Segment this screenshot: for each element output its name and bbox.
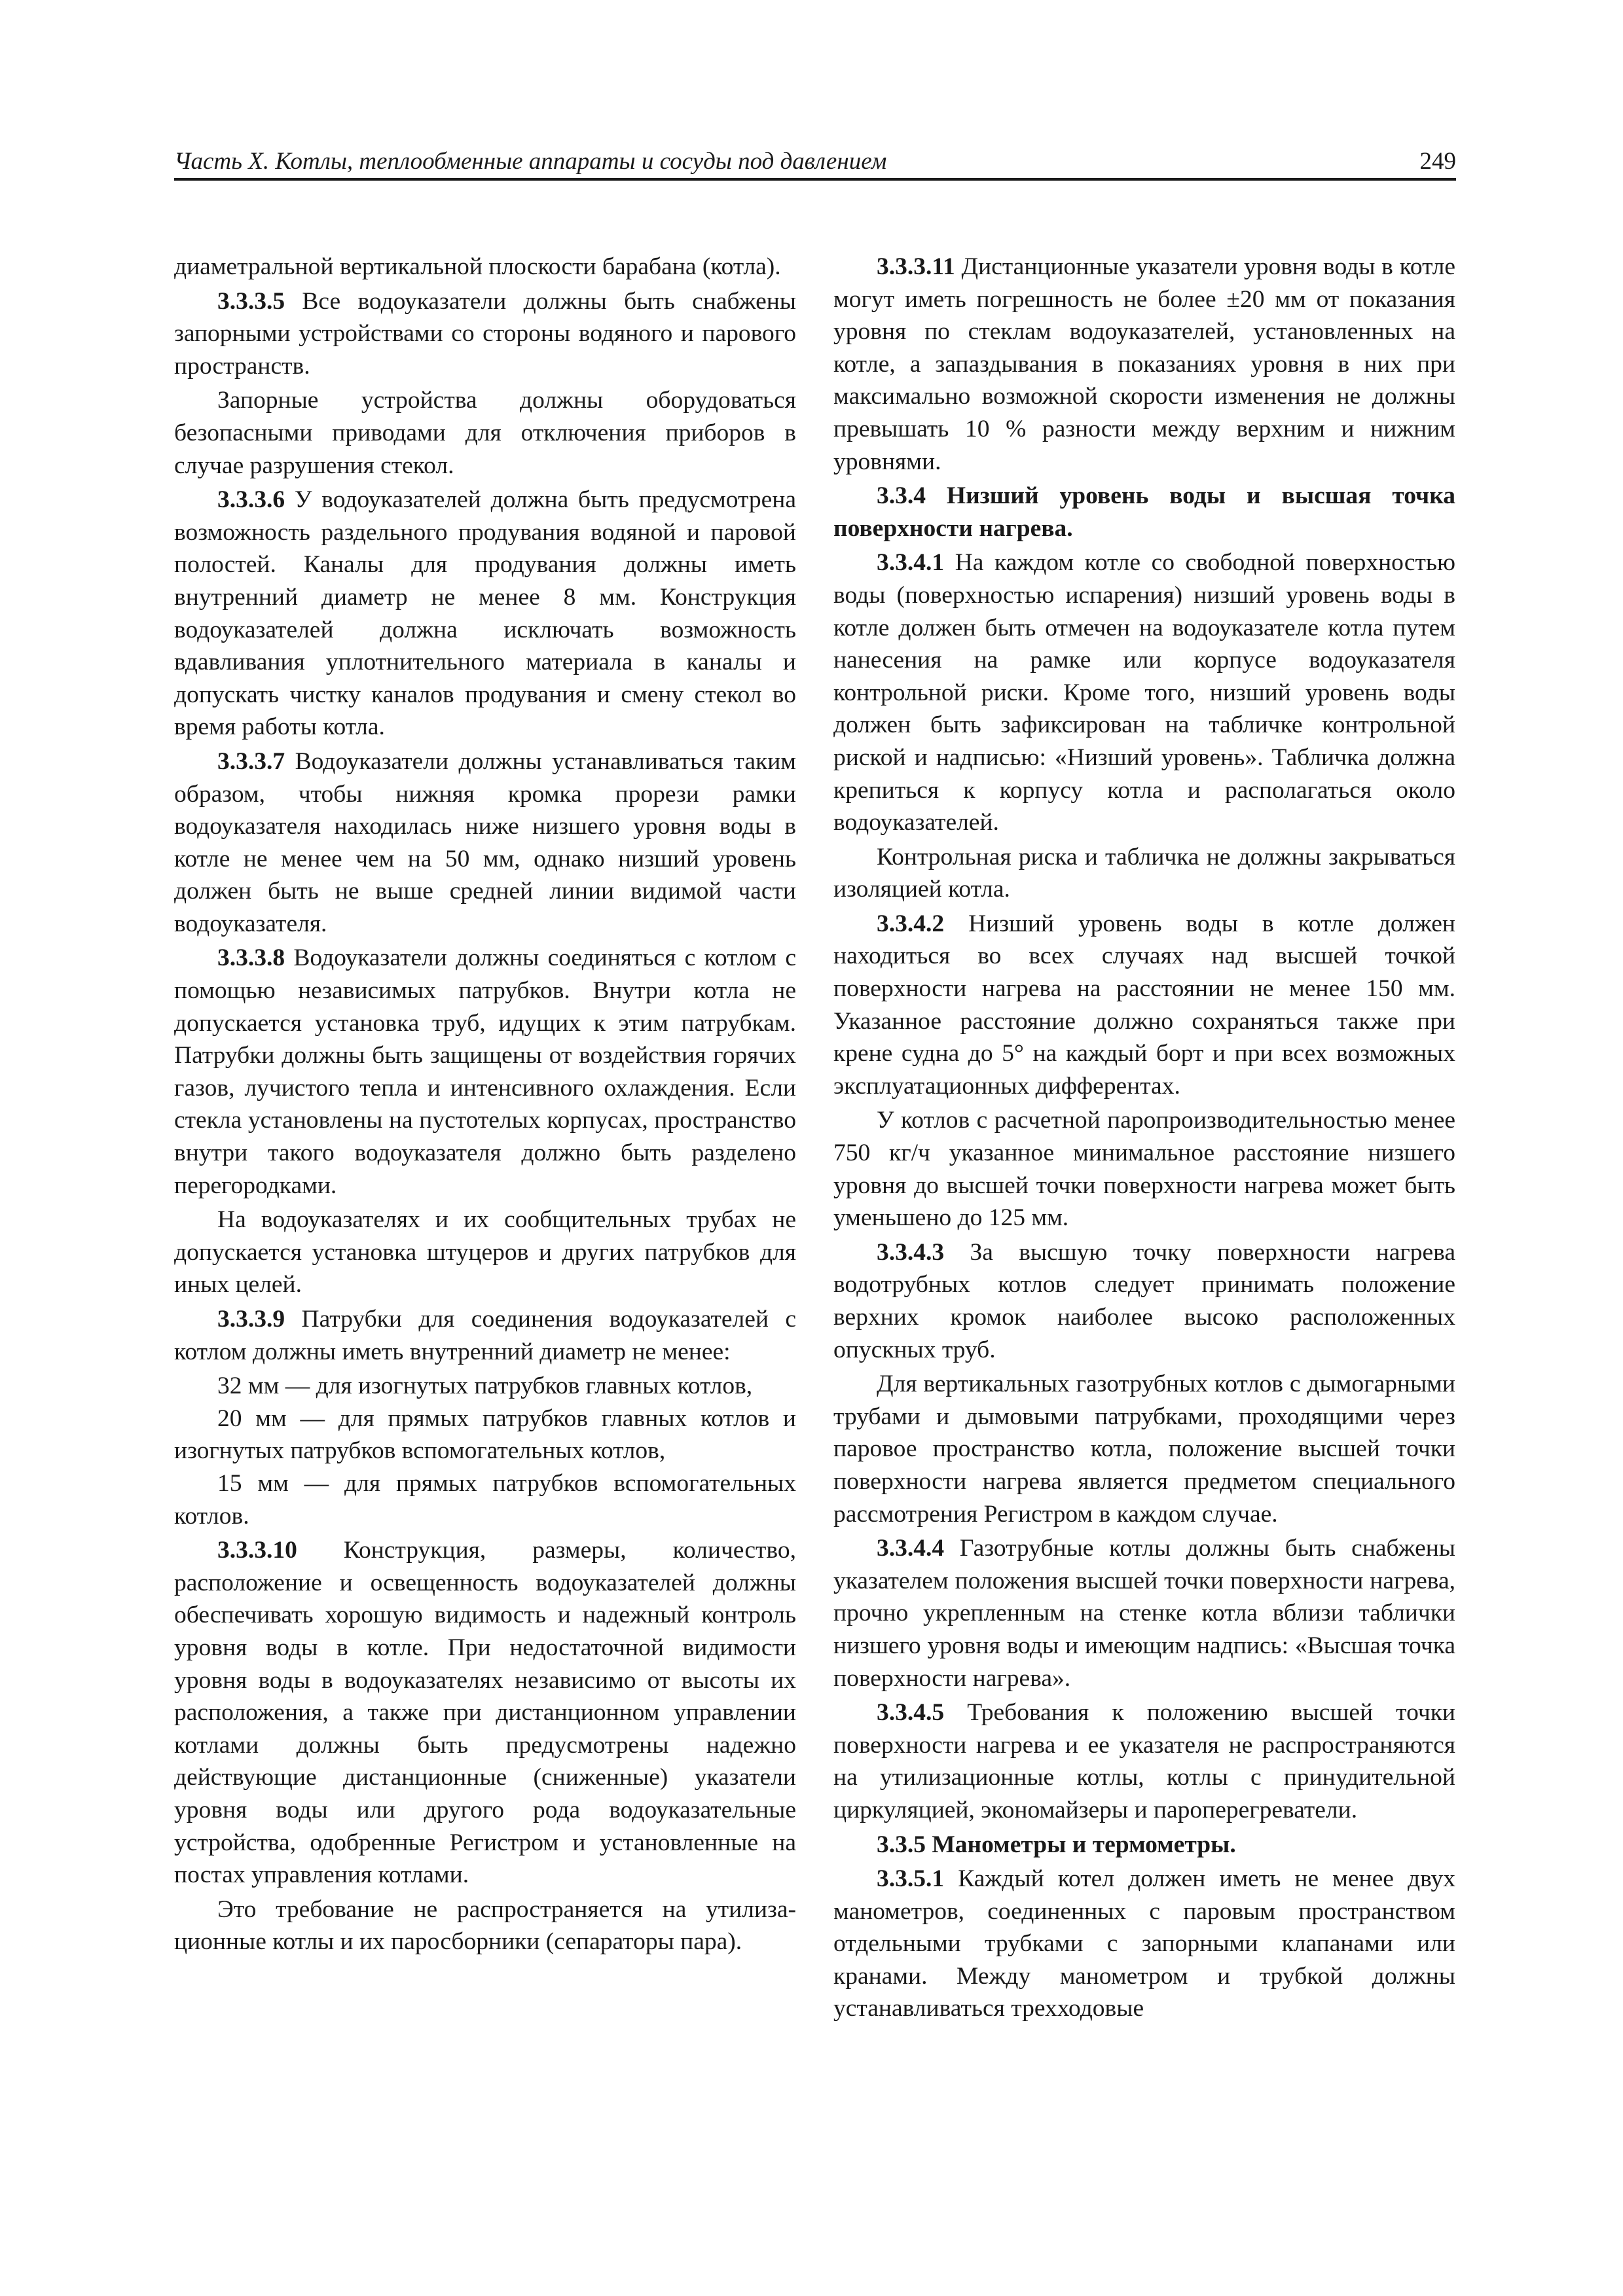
clause-3-3-4-1: 3.3.4.1 На каждом котле со свободной поверхностью воды (поверхностью испарения) низший уровень воды в котле должен быть отмечен на водоуказателе котла путем нанесения на рамке или корпусе водоуказателя контрольной риски. Кроме того, низший уровень воды должен быть зафиксирован на табличке контрольной риской и надписью: «Низший уровень». Табличка должна крепиться к корпусу котла и располагаться около водоуказателей. [833, 549, 1456, 836]
clause-3-3-4-3: 3.3.4.3 За высшую точку поверхности нагрева водотрубных котлов следует принимать положение верхних кромок наиболее высоко расположенных опускных труб. [833, 1238, 1455, 1363]
paragraph: Для вертикальных газотрубных котлов с дымогарными трубами и дымовыми патрубками, проходящими через паровое пространство котла, положение высшей точки поверхности нагрева является предметом специального рассмотрения Регистром в каждом случае. [833, 1371, 1455, 1528]
clause-3-3-3-7: 3.3.3.7 Водоуказатели должны устанавливаться таким образом, чтобы нижняя кромка прорези рамки водоуказателя находилась ниже низшего уровня воды в котле не менее чем на 50 мм, однако низший уровень должен быть не выше средней линии видимой части водоуказателя. [174, 747, 796, 937]
section-number: 3.3.5 [877, 1831, 926, 1858]
page-number: 249 [1419, 148, 1456, 175]
section-heading-3-3-4 [833, 480, 1455, 545]
clause-3-3-3-6: 3.3.3.6 У водоуказателей должна быть предусмотрена возможность раздельного продувания водяной и паровой полостей. Каналы для продувания должны иметь внутренний диаметр не менее 8 мм. Конструкция водоуказателей должна исключать возможность вдавливания уплотнительного материала в каналы и допускать чистку каналов продувания и смену стекол во время работы котла. [174, 486, 796, 741]
clause-3-3-3-10: 3.3.3.10 Конструкция, размеры, количество, расположение и освещенность водоуказателей должны обеспечивать хорошую видимость и надежный контроль уровня воды в котле. При недостаточной видимости уровня воды в водоуказателях независимо от высоты их расположения, а также при дистанционном управлении котлами должны быть предусмотрены надежно действующие дистанционные (сниженные) указатели уровня воды или другого рода водоуказательные устройства, одобренные Регистром и установленные на постах управления котлами. [174, 1537, 796, 1889]
right-column [833, 251, 1455, 2027]
clause-3-3-5-1: 3.3.5.1 Каждый котел должен иметь не менее двух манометров, соединенных с паровым пространством отдельными трубками с запорными клапанами или кранами. Между манометром и трубкой должны устанавливаться трехходовые [833, 1865, 1456, 2022]
clause-3-3-3-5: 3.3.3.5 Все водоуказатели должны быть снабжены запорными устройствами со стороны водяного и парового пространств. [174, 287, 796, 380]
clause-number: 3.3.3.8 [217, 944, 285, 972]
paragraph: Контрольная риска и табличка не должны закрываться изоляцией котла. [833, 843, 1455, 903]
clause-number: 3.3.3.5 [217, 287, 285, 315]
running-header-title: Часть X. Котлы, теплообменные аппараты и сосуды под давлением [174, 148, 887, 175]
section-number: 3.3.4 [877, 482, 926, 510]
clause-3-3-4-2: 3.3.4.2 Низший уровень воды в котле должен находиться во всех случаях над высшей точкой поверхности нагрева на расстоянии не менее 150 мм. Указанное расстояние должно сохраняться также при крене судна до 5° на каждый борт и при всех возможных эксплуатационных дифферентах. [833, 910, 1456, 1100]
list-item: 32 мм — для изогнутых патрубков главных котлов, [217, 1372, 753, 1400]
clause-number: 3.3.4.4 [877, 1535, 945, 1562]
clause-3-3-3-8: 3.3.3.8 Водоуказатели должны соединяться с котлом с помощью независимых патрубков. Внутри котла не допускается установка труб, идущих к этим патрубкам. Патрубки должны быть защищены от воздействия горячих газов, лучистого тепла и интенсивного охлаждения. Если стекла установлены на пустотелых корпусах, пространство внутри такого водоуказателя должно быть разделено перегородками. [174, 944, 796, 1199]
clause-number: 3.3.3.6 [217, 486, 285, 514]
section-heading-3-3-5 [833, 1829, 1455, 1861]
list-item: 20 мм — для прямых патрубков главных котлов и изогнутых патрубков вспомогательных котлов, [174, 1405, 796, 1465]
clause-number: 3.3.3.7 [217, 747, 285, 775]
paragraph: диаметральной вертикальной плоскости барабана (котла). [174, 253, 781, 280]
clause-number: 3.3.4.5 [877, 1699, 945, 1727]
clause-number: 3.3.3.9 [217, 1306, 285, 1333]
paragraph: У котлов с расчетной паропроизводительностью менее 750 кг/ч указанное минимальное расстояние низшего уровня до высшей точки поверхности нагрева может быть уменьшено до 125 мм. [833, 1107, 1455, 1232]
section-title: Манометры и термометры. [932, 1831, 1236, 1858]
list-item: 15 мм — для прямых патрубков вспомогательных котлов. [174, 1469, 796, 1530]
section-title: Низший уровень воды и высшая точка поверхности нагрева. [833, 482, 1455, 542]
clause-3-3-3-9: 3.3.3.9 Патрубки для соединения водоуказателей с котлом должны иметь внутренний диаметр не менее: [174, 1306, 796, 1365]
clause-3-3-3-11: 3.3.3.11 Дистанционные указатели уровня воды в котле могут иметь погрешность не более ±20 мм от показания уровня по стеклам водоуказателей, установленных на котле, а запаздывания в показаниях уровня в них при максимально возможной скорости изменения не должны превышать 10 % разности между верхним и нижним уровнями. [833, 253, 1455, 475]
paragraph: На водоуказателях и их сообщительных трубах не допускается установка штуцеров и других патрубков для иных целей. [174, 1206, 796, 1299]
clause-3-3-4-5: 3.3.4.5 Требования к положению высшей точки поверхности нагрева и ее указателя не распространяются на утилизационные котлы, котлы с принудительной циркуляцией, экономайзеры и пароперегреватели. [833, 1699, 1455, 1823]
left-column [174, 251, 796, 1960]
clause-number: 3.3.5.1 [877, 1865, 945, 1893]
paragraph: Запорные устройства должны оборудоваться безопасными приводами для отключения приборов в случае разрушения стекол. [174, 387, 796, 479]
clause-number: 3.3.4.1 [877, 549, 945, 577]
header-rule [174, 178, 1456, 181]
clause-number: 3.3.4.3 [877, 1238, 945, 1266]
running-header [174, 145, 1456, 178]
clause-number: 3.3.4.2 [877, 910, 945, 937]
clause-number: 3.3.3.11 [877, 253, 955, 280]
clause-number: 3.3.3.10 [217, 1537, 297, 1564]
paragraph: Это требование не распространяется на утилизационные котлы и их паросборники (сепараторы пара). [174, 1895, 796, 1956]
clause-3-3-4-4: 3.3.4.4 Газотрубные котлы должны быть снабжены указателем положения высшей точки поверхности нагрева, прочно укрепленным на стенке котла вблизи таблички низшего уровня воды и имеющим надпись: «Высшая точка поверхности нагрева». [833, 1535, 1455, 1692]
